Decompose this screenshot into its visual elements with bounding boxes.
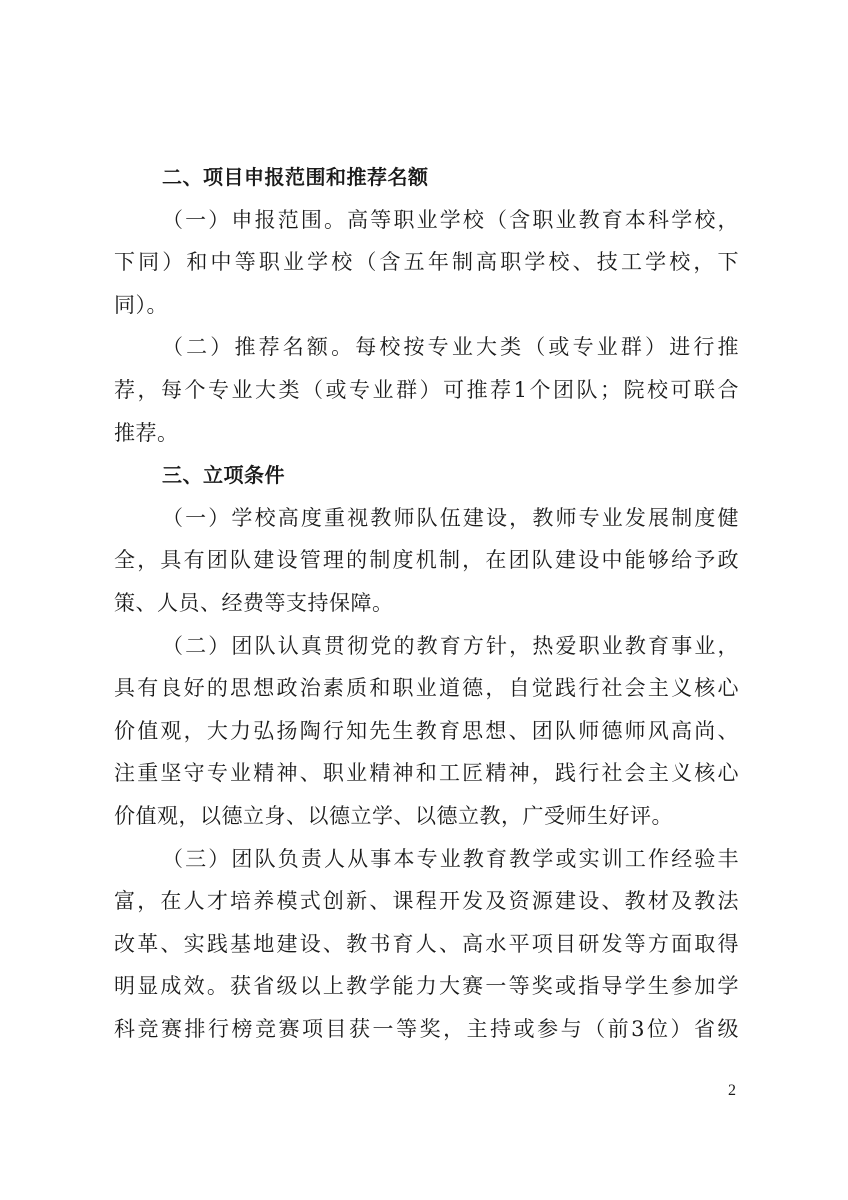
paragraph-line: （一）申报范围。高等职业学校（含职业教育本科学校， [162,207,739,232]
paragraph-line: 价值观，大力弘扬陶行知先生教育思想、团队师德师风高尚、 [114,718,739,743]
paragraph-line: 推荐。 [114,420,179,445]
paragraph-line: （三）团队负责人从事本专业教育教学或实训工作经验丰 [162,846,739,871]
paragraph-line: 富，在人才培养模式创新、课程开发及资源建设、教材及教法 [114,889,739,914]
paragraph-line: 同）。 [114,292,168,317]
paragraph-line: （二）推荐名额。每校按专业大类（或专业群）进行推 [162,335,739,360]
paragraph-line: 荐，每个专业大类（或专业群）可推荐1个团队；院校可联合 [114,377,739,402]
section-heading-conditions: 三、立项条件 [162,463,285,488]
paragraph-line: 改革、实践基地建设、教书育人、高水平项目研发等方面取得 [114,931,739,956]
paragraph-line: （一）学校高度重视教师队伍建设，教师专业发展制度健 [162,505,739,530]
paragraph-line: 下同）和中等职业学校（含五年制高职学校、技工学校，下 [114,250,739,275]
paragraph-line: （二）团队认真贯彻党的教育方针，热爱职业教育事业， [162,633,739,658]
page-number: 2 [728,1082,736,1099]
paragraph-line: 价值观，以德立身、以德立学、以德立教，广受师生好评。 [114,803,673,828]
paragraph-line: 具有良好的思想政治素质和职业道德，自觉践行社会主义核心 [114,676,739,701]
paragraph-line: 策、人员、经费等支持保障。 [114,590,394,615]
paragraph-line: 明显成效。获省级以上教学能力大赛一等奖或指导学生参加学 [114,974,739,999]
paragraph-line: 注重坚守专业精神、职业精神和工匠精神，践行社会主义核心 [114,761,739,786]
document-body [114,156,739,1050]
paragraph-line: 全，具有团队建设管理的制度机制，在团队建设中能够给予政 [114,548,739,573]
section-heading-scope: 二、项目申报范围和推荐名额 [162,165,429,189]
paragraph-line: 科竞赛排行榜竞赛项目获一等奖，主持或参与（前3位）省级 [114,1016,739,1041]
